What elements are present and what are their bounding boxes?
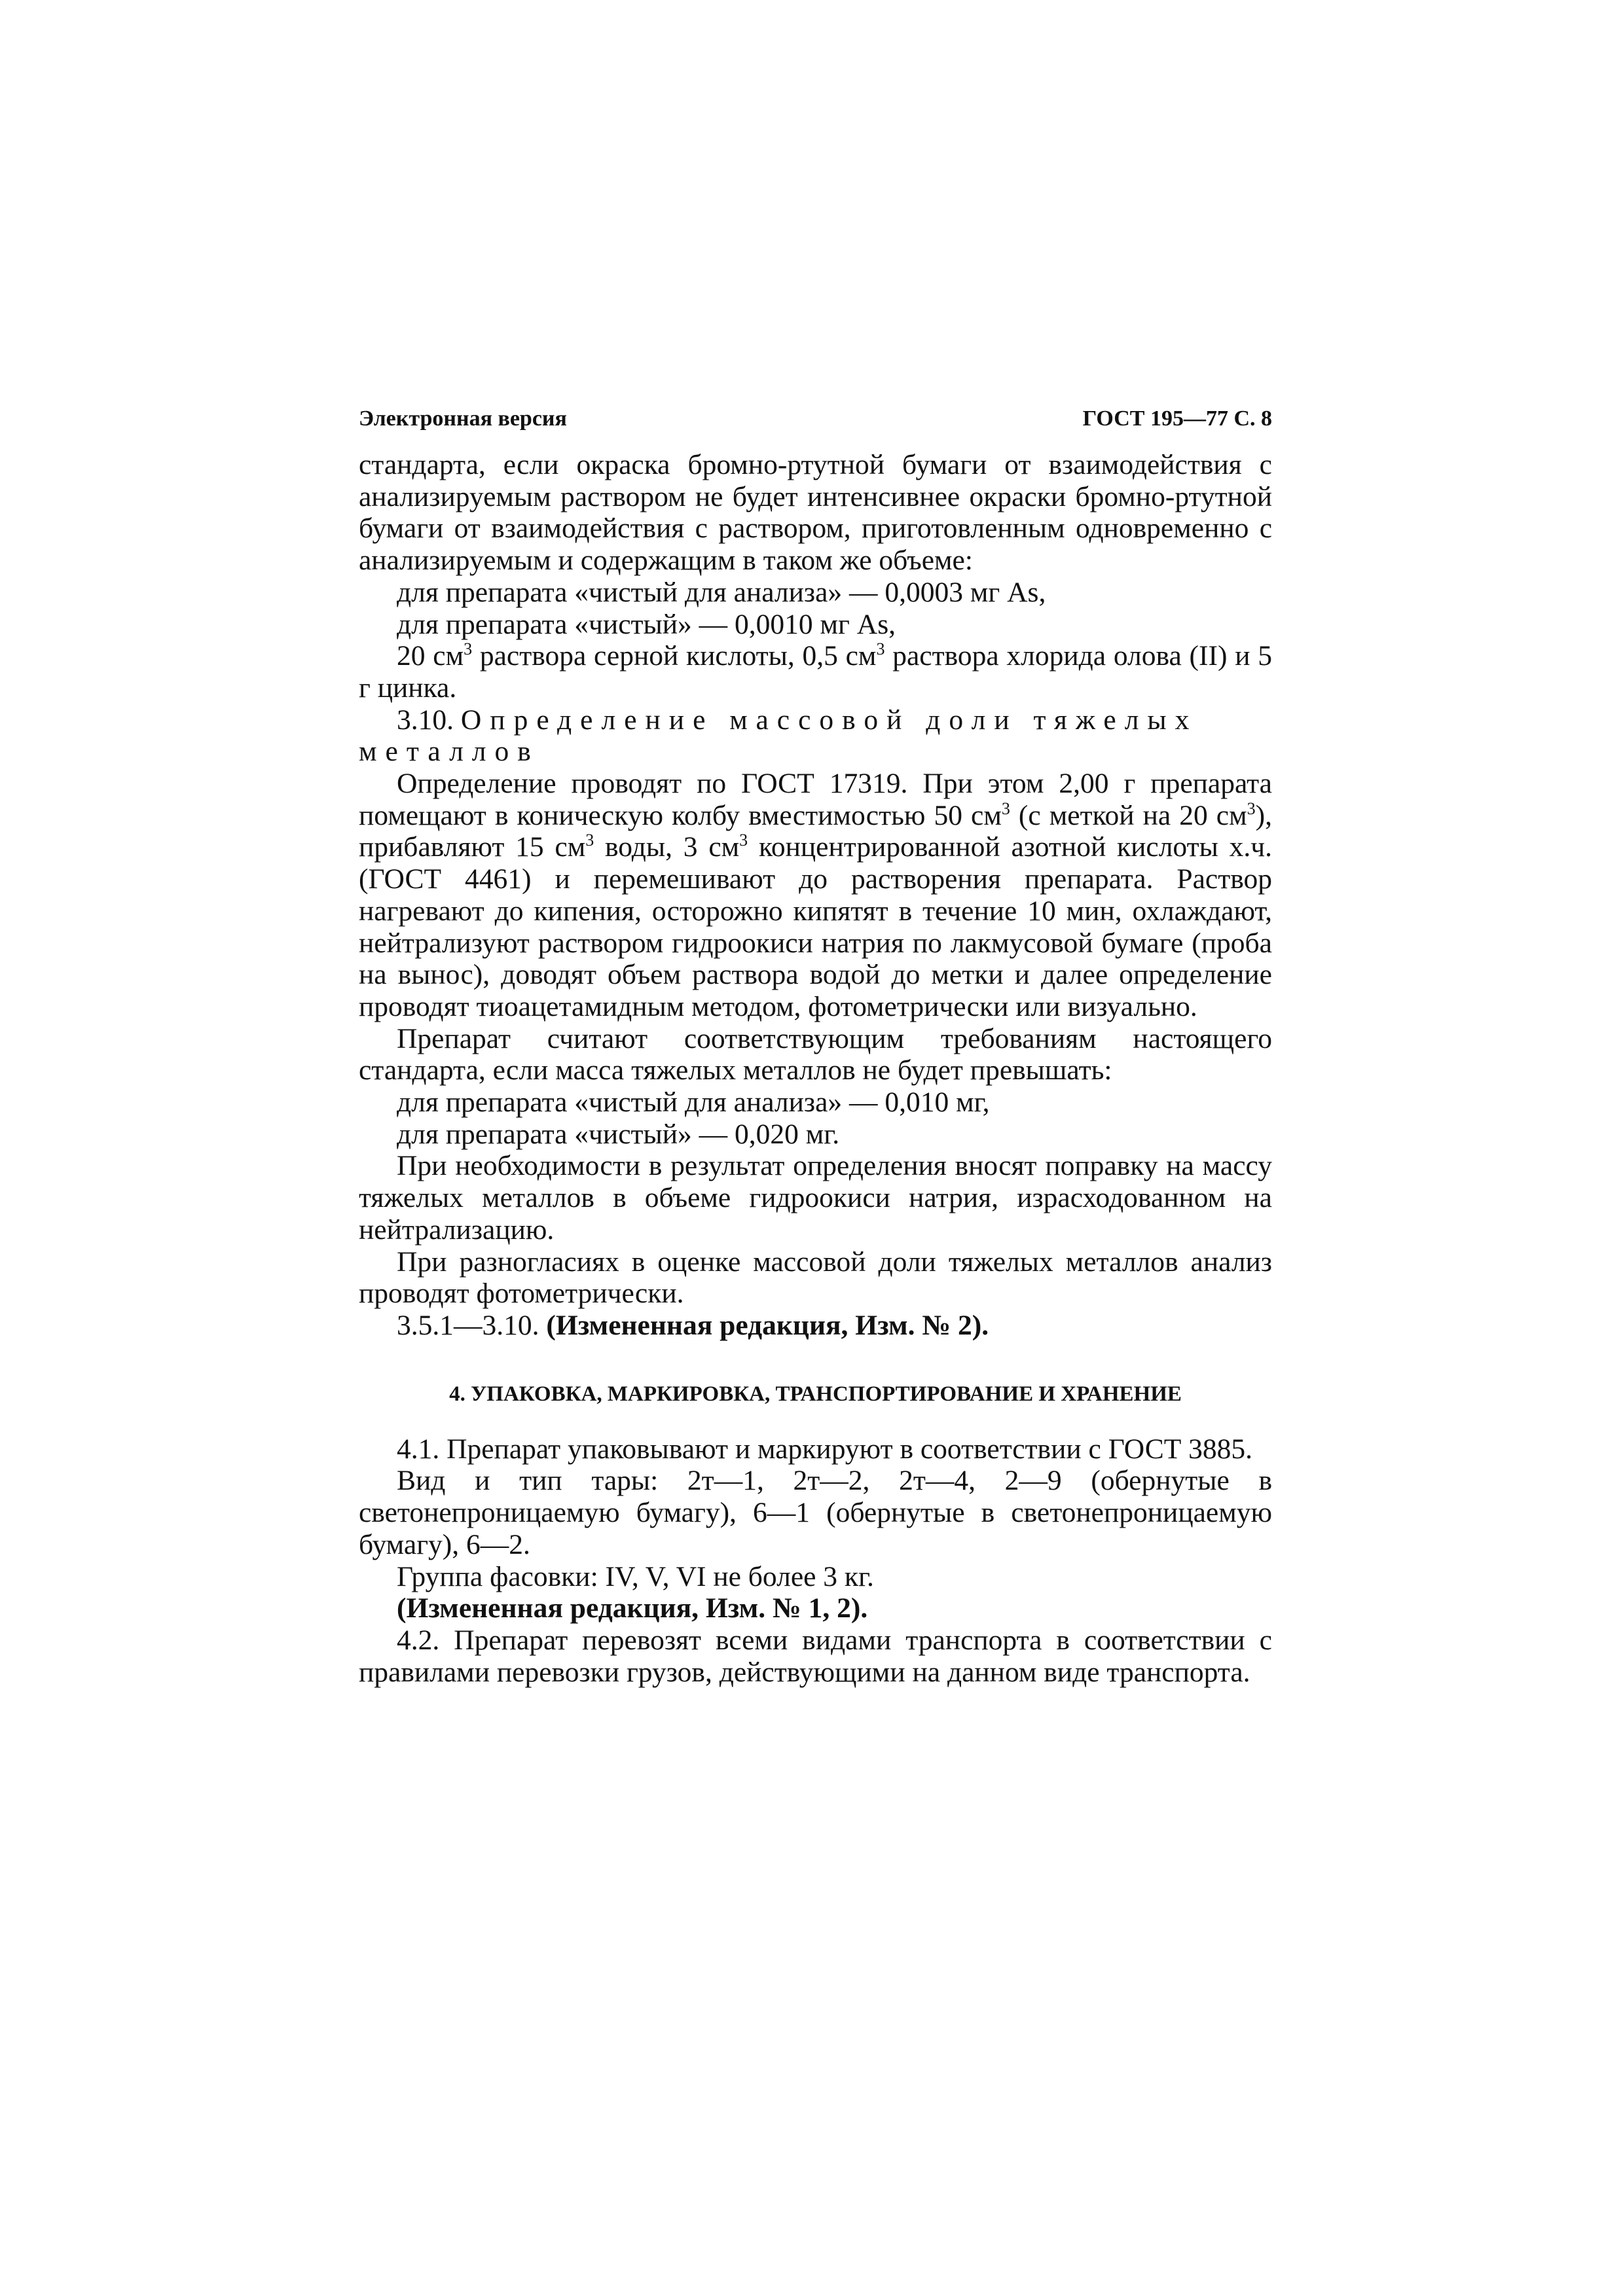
paragraph: для препарата «чистый для анализа» — 0,0003 мг As,	[397, 576, 1046, 608]
paragraph: Группа фасовки: IV, V, VI не более 3 кг.	[397, 1560, 874, 1592]
section-4-title: 4. УПАКОВКА, МАРКИРОВКА, ТРАНСПОРТИРОВАНИЕ И ХРАНЕНИЕ	[449, 1382, 1182, 1406]
document-body	[359, 449, 1272, 1688]
section-heading-title: Определение массовой доли тяжелых металлов	[359, 704, 1198, 768]
paragraph: стандарта, если окраска бромно-ртутной бумаги от взаимодействия с анализируемым раствором не будет интенсивнее окраски бромно-ртутной бумаги от взаимодействия с раствором, приготовленным одновременно с анализируемым и содержащим в таком же объеме:	[359, 449, 1272, 577]
page-header	[359, 406, 1272, 432]
paragraph: При необходимости в результат определения вносят поправку на массу тяжелых металлов в объеме гидроокиси натрия, израсходованном на нейтрализацию.	[359, 1150, 1272, 1246]
paragraph: Вид и тип тары: 2т—1, 2т—2, 2т—4, 2—9 (обернутые в светонепроницаемую бумагу), 6—1 (обернутые в светонепроницаемую бумагу), 6—2.	[359, 1465, 1272, 1560]
header-left: Электронная версия	[359, 406, 567, 431]
paragraph: Определение проводят по ГОСТ 17319. При этом 2,00 г препарата помещают в коническую колбу вместимостью 50 $см^3$ (с меткой на 20 $см^3$), прибавляют 15 $см^3$ воды, 3 $см^3$ концентрированной азотной кислоты х.ч. (ГОСТ 4461) и перемешивают до растворения препарата. Раствор нагревают до кипения, осторожно кипятят в течение 10 мин, охлаждают, нейтрализуют раствором гидроокиси натрия по лакмусовой бумаге (проба на вынос), доводят объем раствора водой до метки и далее определение проводят тиоацетамидным методом, фотометрически или визуально.	[359, 768, 1272, 1022]
header-right: ГОСТ 195—77 С. 8	[1082, 406, 1272, 431]
paragraph: 4.2. Препарат перевозят всеми видами транспорта в соответствии с правилами перевозки грузов, действующими на данном виде транспорта.	[359, 1624, 1272, 1688]
paragraph: для препарата «чистый» — 0,020 мг.	[397, 1118, 840, 1150]
paragraph: 20 $см^3$ раствора серной кислоты, 0,5 $см^3$ раствора хлорида олова (II) и 5 г цинка.	[359, 639, 1273, 704]
section-heading-3-10: 3.10. Определение массовой доли тяжелых металлов	[359, 704, 1198, 768]
amendment-note: 3.5.1—3.10. (Измененная редакция, Изм. № 2).	[397, 1309, 989, 1341]
amendment-note: (Измененная редакция, Изм. № 1, 2).	[397, 1592, 868, 1624]
paragraph: При разногласиях в оценке массовой доли тяжелых металлов анализ проводят фотометрически.	[359, 1246, 1272, 1310]
document-page	[359, 406, 1272, 1688]
paragraph: для препарата «чистый» — 0,0010 мг As,	[397, 608, 896, 640]
paragraph: для препарата «чистый для анализа» — 0,010 мг,	[397, 1086, 990, 1119]
paragraph: 4.1. Препарат упаковывают и маркируют в соответствии с ГОСТ 3885.	[397, 1433, 1253, 1465]
paragraph: Препарат считают соответствующим требованиям настоящего стандарта, если масса тяжелых металлов не будет превышать:	[359, 1022, 1272, 1086]
